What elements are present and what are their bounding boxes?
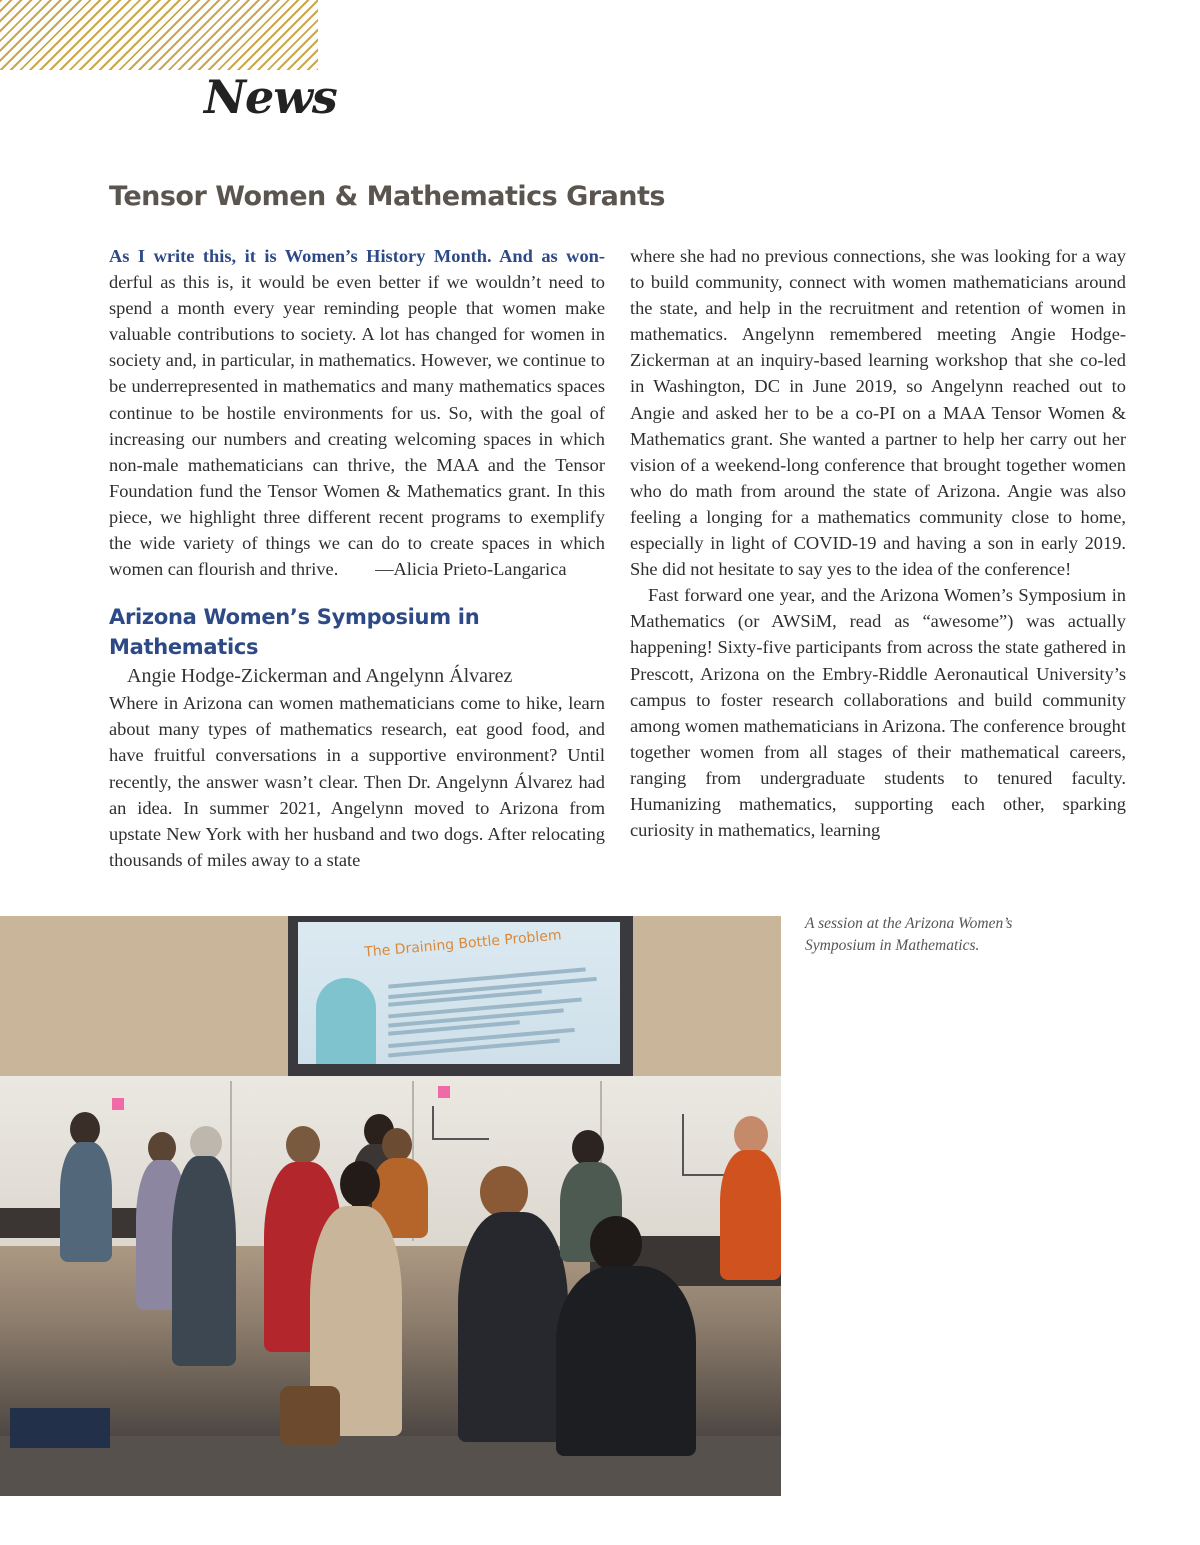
photo-caption: A session at the Arizona Women’s Symposium in Mathematics.	[805, 915, 1013, 954]
column-left	[109, 243, 605, 873]
person	[60, 1142, 112, 1262]
slide-text-lines	[388, 970, 608, 1056]
person-head	[572, 1130, 604, 1166]
person-head	[480, 1166, 528, 1218]
person-head	[70, 1112, 100, 1146]
intro-paragraph	[109, 243, 605, 582]
person-head	[190, 1126, 222, 1160]
folder	[10, 1408, 110, 1448]
projector-screen	[298, 922, 620, 1064]
section-title: News	[204, 70, 337, 124]
person	[720, 1150, 781, 1280]
person-head	[382, 1128, 412, 1162]
sticky-note	[112, 1098, 124, 1110]
body-paragraph-1-continued: where she had no previous connections, she was looking for a way to build community, connect with women mathematicians around the state, and help in the recruitment and retention of women in mathematics. Angelynn remembered meeting Angie Hodge-Zickerman at an inquiry-based learning workshop that she co-led in Washington, DC in June 2019, so Angelynn reached out to Angie and asked her to be a co-PI on a MAA Tensor Women & Mathematics grant. She wanted a partner to help her carry out her vision of a weekend-long conference that brought together women who do math from around the state of Arizona. Angie was also feeling a longing for a mathematics community close to home, especially in light of COVID-19 and having a son in early 2019. She did not hesitate to say yes to the idea of the conference!	[630, 246, 1126, 580]
person-head	[340, 1161, 380, 1207]
handbag	[280, 1386, 340, 1446]
person	[556, 1266, 696, 1456]
column-right	[630, 243, 1126, 843]
intro-signature: —Alicia Prieto-Langarica	[375, 559, 567, 580]
board-sketch	[432, 1106, 489, 1140]
person-head	[286, 1126, 320, 1164]
person-head	[590, 1216, 642, 1272]
person-head	[734, 1116, 768, 1154]
subsection-authors: Angie Hodge-Zickerman and Angelynn Álvarez	[127, 665, 513, 688]
symposium-photo	[0, 916, 781, 1496]
body-paragraph-1-start: Where in Arizona can women mathematicians come to hike, learn about many types of mathematics research, eat good food, and have fruitful conversations in a supportive environment? Until recently, the answer wasn’t clear. Then Dr. Angelynn Álvarez had an idea. In summer 2021, Angelynn moved to Arizona from upstate New York with her husband and two dogs. After relocating thousands of miles away to a state	[109, 693, 605, 870]
person	[458, 1212, 568, 1442]
bottle-shape	[316, 978, 376, 1064]
subsection-title: Arizona Women’s Symposium in Mathematics	[109, 605, 480, 660]
slide-title: The Draining Bottle Problem	[363, 927, 563, 961]
article-title: Tensor Women & Mathematics Grants	[109, 181, 665, 212]
decorative-hatch-band	[0, 0, 318, 70]
body-paragraph-2: Fast forward one year, and the Arizona Women’s Symposium in Mathematics (or AWSiM, read as “awesome”) was actually happening! Sixty-five participants from across the state gathered in Prescott, Arizona on the Embry-Riddle Aeronautical University’s campus to foster research collaborations and build community among women mathematicians in Arizona. The conference brought together women from all stages of their mathematical careers, ranging from undergraduate students to tenured faculty. Humanizing mathematics, supporting each other, sparking curiosity in mathematics, learning	[630, 585, 1126, 841]
intro-body: derful as this is, it would be even better if we wouldn’t need to spend a month every year reminding people that women make valuable contributions to society. A lot has changed for women in society and, in particular, in mathematics. However, we continue to be underrepresented in mathematics and many mathematics spaces continue to be hostile environments for us. So, with the goal of increasing our numbers and creating welcoming spaces in which non-male mathematicians can thrive, the MAA and the Tensor Foundation fund the Tensor Women & Mathematics grant. In this piece, we highlight three different recent programs to exemplify the wide variety of things we can do to create spaces in which women can flourish and thrive.	[109, 272, 605, 580]
intro-lead: As I write this, it is Women’s History Month. And as won-	[109, 246, 605, 266]
sticky-note	[438, 1086, 450, 1098]
person	[172, 1156, 236, 1366]
